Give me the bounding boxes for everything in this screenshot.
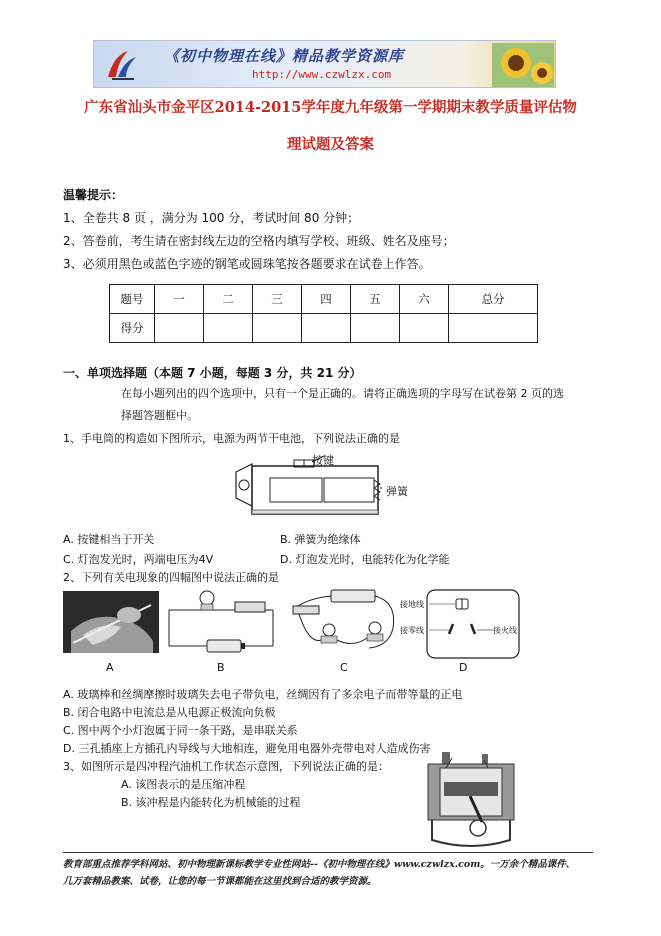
socket-label-ground: 接地线	[400, 600, 424, 609]
banner-url: http://www.czwlzx.com	[252, 68, 392, 81]
photo-glass-rod-silk	[63, 591, 159, 653]
site-logo-icon	[104, 47, 138, 81]
table-header-cell: 四	[302, 285, 351, 314]
notice-item-3: 3、必须用黑色或蓝色字迹的钢笔或圆珠笔按各题要求在试卷上作答。	[63, 257, 431, 271]
score-table-header-row	[110, 285, 538, 314]
score-cell[interactable]	[155, 314, 204, 343]
notice-item-2: 2、答卷前，考生请在密封线左边的空格内填写学校、班级、姓名及座号；	[63, 234, 455, 248]
section1-heading: 一、单项选择题（本题 7 小题，每题 3 分，共 21 分）	[63, 366, 362, 380]
table-header-cell: 一	[155, 285, 204, 314]
site-banner	[93, 40, 556, 88]
parallel-circuit-diagram	[289, 588, 401, 656]
table-header-cell: 三	[253, 285, 302, 314]
socket-label-live: 接火线	[493, 626, 517, 635]
table-header-cell: 题号	[110, 285, 155, 314]
footer-divider	[63, 852, 593, 853]
table-row-label: 得分	[110, 314, 155, 343]
footer-line2: 几万套精品教案、试卷，让您的每一节课都能在这里找到合适的教学资源。	[63, 876, 377, 887]
q1-stem: 1、手电筒的构造如下图所示，电源为两节干电池，下列说法正确的是	[63, 432, 400, 445]
footer-line1: 教育部重点推荐学科网站、初中物理新课标教学专业性网站--《初中物理在线》www.czwlzx.com。一万余个精品课件、	[63, 859, 576, 870]
q3-option-a: A. 该图表示的是压缩冲程	[121, 778, 246, 791]
q2-option-a: A. 玻璃棒和丝绸摩擦时玻璃失去电子带负电，丝绸因有了多余电子而带等量的正电	[63, 688, 463, 701]
table-header-cell: 二	[204, 285, 253, 314]
table-header-cell: 总分	[449, 285, 538, 314]
table-header-cell: 六	[400, 285, 449, 314]
sunflower-icon	[492, 43, 554, 87]
section1-instruction-line1: 在每小题列出的四个选项中，只有一个是正确的。请将正确选项的字母写在试卷第 2 页的选	[121, 387, 564, 400]
q2-figure-label-d: D	[459, 661, 468, 674]
score-table-score-row	[110, 314, 538, 343]
score-table	[109, 284, 538, 343]
exam-title-line1: 广东省汕头市金平区2014-2015学年度九年级第一学期期末教学质量评估物	[84, 99, 577, 116]
q2-stem: 2、下列有关电现象的四幅图中说法正确的是	[63, 571, 279, 584]
q2-figure-label-a: A	[106, 661, 114, 674]
q2-option-d: D. 三孔插座上方插孔内导线与大地相连，避免用电器外壳带电对人造成伤害	[63, 742, 431, 755]
socket-label-neutral: 接零线	[400, 626, 424, 635]
score-cell[interactable]	[449, 314, 538, 343]
score-cell[interactable]	[302, 314, 351, 343]
q2-figure-label-c: C	[340, 661, 348, 674]
exam-title-line2: 理试题及答案	[287, 136, 374, 153]
q1-option-a: A. 按键相当于开关	[63, 533, 155, 546]
notice-item-1: 1、全卷共 8 页 ，满分为 100 分，考试时间 80 分钟；	[63, 211, 360, 225]
q2-option-b: B. 闭合电路中电流总是从电源正极流向负极	[63, 706, 276, 719]
q1-label-spring: 弹簧	[386, 485, 408, 498]
q2-figure-label-b: B	[217, 661, 225, 674]
q3-stem: 3、如图所示是四冲程汽油机工作状态示意图，下列说法正确的是：	[63, 760, 389, 773]
score-cell[interactable]	[253, 314, 302, 343]
score-cell[interactable]	[204, 314, 253, 343]
q1-option-b: B. 弹簧为绝缘体	[280, 533, 361, 546]
q2-option-c: C. 图中两个小灯泡属于同一条干路，是串联关系	[63, 724, 298, 737]
section1-instruction-line2: 择题答题框中。	[121, 409, 198, 422]
q3-option-b: B. 该冲程是内能转化为机械能的过程	[121, 796, 301, 809]
table-header-cell: 五	[351, 285, 400, 314]
score-cell[interactable]	[351, 314, 400, 343]
q1-label-switch: 按键	[312, 454, 334, 467]
score-cell[interactable]	[400, 314, 449, 343]
q1-option-c: C. 灯泡发光时，两端电压为4V	[63, 553, 214, 566]
q1-option-d: D. 灯泡发光时，电能转化为化学能	[280, 553, 450, 566]
banner-title: 《初中物理在线》精品教学资源库	[164, 47, 405, 65]
engine-cylinder-diagram	[422, 752, 520, 848]
series-circuit-diagram	[163, 588, 281, 654]
notice-heading: 温馨提示：	[63, 188, 124, 202]
